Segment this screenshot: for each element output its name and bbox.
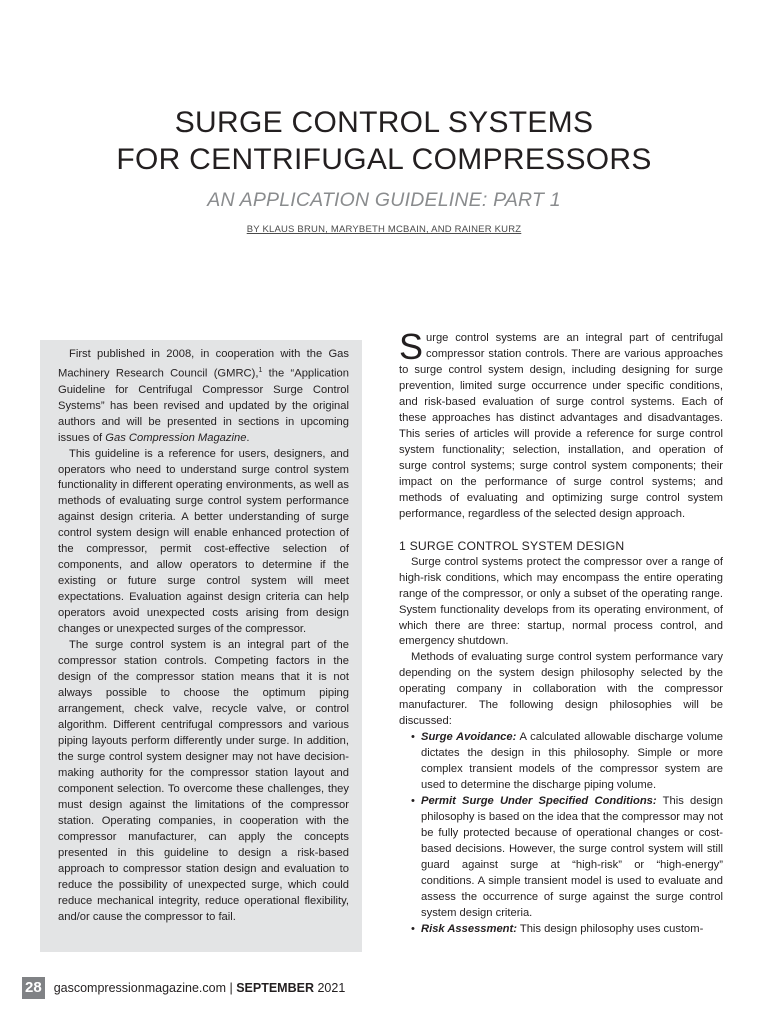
intro-sidebar-box — [40, 340, 362, 952]
article-byline: BY KLAUS BRUN, MARYBETH MCBAIN, AND RAINER KURZ — [246, 224, 522, 235]
section-paragraph-1: Surge control systems protect the compressor over a range of high-risk conditions, which may encompass the entire operating range of the compressor, or only a subset of the operating range. System functionality develops from its operating environment, of which there are three: startup, normal process control, and emergency shutdown. — [399, 555, 723, 648]
list-item — [399, 794, 723, 922]
sidebar-paragraph-2: This guideline is a reference for users, designers, and operators who need to understand surge control system functionality in different operating environments, as well as methods of evaluating surge control system performance against design criteria. A better understanding of surge control system design will enable enhanced protection of the compressor, permit cost-effective selection of components, and allow operators to determine if the existing or future surge control system will meet expectations. Evaluation against design criteria can help operators avoid unexpected costs arising from design changes or unexpected surges of the compressor. — [58, 447, 349, 636]
footer-text — [54, 981, 346, 995]
article-title-line1: SURGE CONTROL SYSTEMS — [174, 106, 594, 139]
article-title-line2: FOR CENTRIFUGAL COMPRESSORS — [116, 143, 652, 176]
page-footer — [22, 977, 345, 999]
list-item — [399, 730, 723, 794]
sidebar-p1-end: . — [246, 431, 250, 444]
article-title — [0, 104, 768, 178]
intro-text: urge control systems are an integral part of centrifugal compressor station controls. There are various approaches to surge control system design, including designing for surge prevention, limited surge occurrence under specific conditions, and risk-based evaluation of surge control systems. Each of these approaches has distinct advantages and disadvantages. This series of articles will provide a reference for surge control system functionality; selection, installation, and operation of surge control systems; surge control system components; their impact on the performance of surge control systems; and methods of evaluating and optimizing surge control system performance, regardless of the selected design approach. — [399, 332, 723, 520]
list-item-term: Permit Surge Under Specified Conditions: — [421, 795, 657, 808]
bullet-dot: • — [411, 795, 415, 808]
main-column — [399, 326, 723, 938]
design-philosophy-list — [399, 730, 723, 938]
bullet-dot: • — [411, 731, 415, 744]
intro-paragraph — [399, 326, 723, 523]
list-item-term: Risk Assessment: — [421, 922, 517, 935]
list-item-term: Surge Avoidance: — [421, 731, 517, 744]
magazine-name: Gas Compression Magazine — [105, 431, 247, 444]
footnote-marker: 1 — [258, 366, 263, 374]
list-item-text: A calculated allowable discharge volume dictates the design in this philosophy. Simple or more complex transient models of the compressor system are used to determine the discharge piping volume. — [421, 731, 723, 792]
sidebar-paragraph-3: The surge control system is an integral part of the compressor station controls. Competing factors in the design of the compressor station means that it is not always possible to choose the optimum piping arrangement, check valve, recycle valve, or control algorithm. Different centrifugal compressors and various piping layouts perform differently under surge. In addition, the surge control system designer may not have decision-making authority for the compressor station layout and component selection. To overcome these challenges, they must design against the limitations of the compressor station. Operating companies, in cooperation with the compressor manufacturer, can apply the concepts presented in this guideline to design a risk-based approach to compressor station design and evaluation to reduce the possibility of unexpected surge, which could reduce mechanical integrity, reduce operational flexibility, and/or cause the compressor to fail. — [58, 639, 349, 923]
list-item-text: This design philosophy uses custom- — [516, 922, 704, 935]
bullet-dot: • — [411, 922, 415, 935]
section-heading: 1 SURGE CONTROL SYSTEM DESIGN — [399, 538, 625, 553]
sidebar-paragraph-1 — [58, 347, 349, 447]
footer-month: SEPTEMBER — [236, 981, 314, 995]
drop-cap: S — [399, 326, 424, 367]
sidebar-p1-text-b: the “Application Guideline for Centrifugal Compressor Surge Control Systems” has been revised and updated by the original authors and will be presented in sections in upcoming issues of — [58, 367, 349, 444]
section-paragraph-2: Methods of evaluating surge control system performance vary depending on the system design philosophy selected by the operating company in collaboration with the compressor manufacturer. The following design philosophies will be discussed: — [399, 651, 723, 728]
page-number: 28 — [22, 977, 45, 999]
list-item-text: This design philosophy is based on the idea that the compressor may not be fully protected because of operational changes or cost-based decisions. However, the surge control system will still guard against surge at “high-risk” or “high-energy” conditions. A simple transient model is used to evaluate and assess the occurrence of surge against the surge control system design criteria. — [421, 795, 723, 919]
footer-year: 2021 — [313, 981, 346, 995]
list-item — [399, 922, 723, 938]
sidebar-p1-text-a: First published in 2008, in cooperation with the Gas Machinery Research Council (GMRC), — [58, 348, 349, 380]
article-subtitle: AN APPLICATION GUIDELINE: PART 1 — [207, 189, 561, 211]
footer-site: gascompressionmagazine.com | — [53, 981, 237, 995]
